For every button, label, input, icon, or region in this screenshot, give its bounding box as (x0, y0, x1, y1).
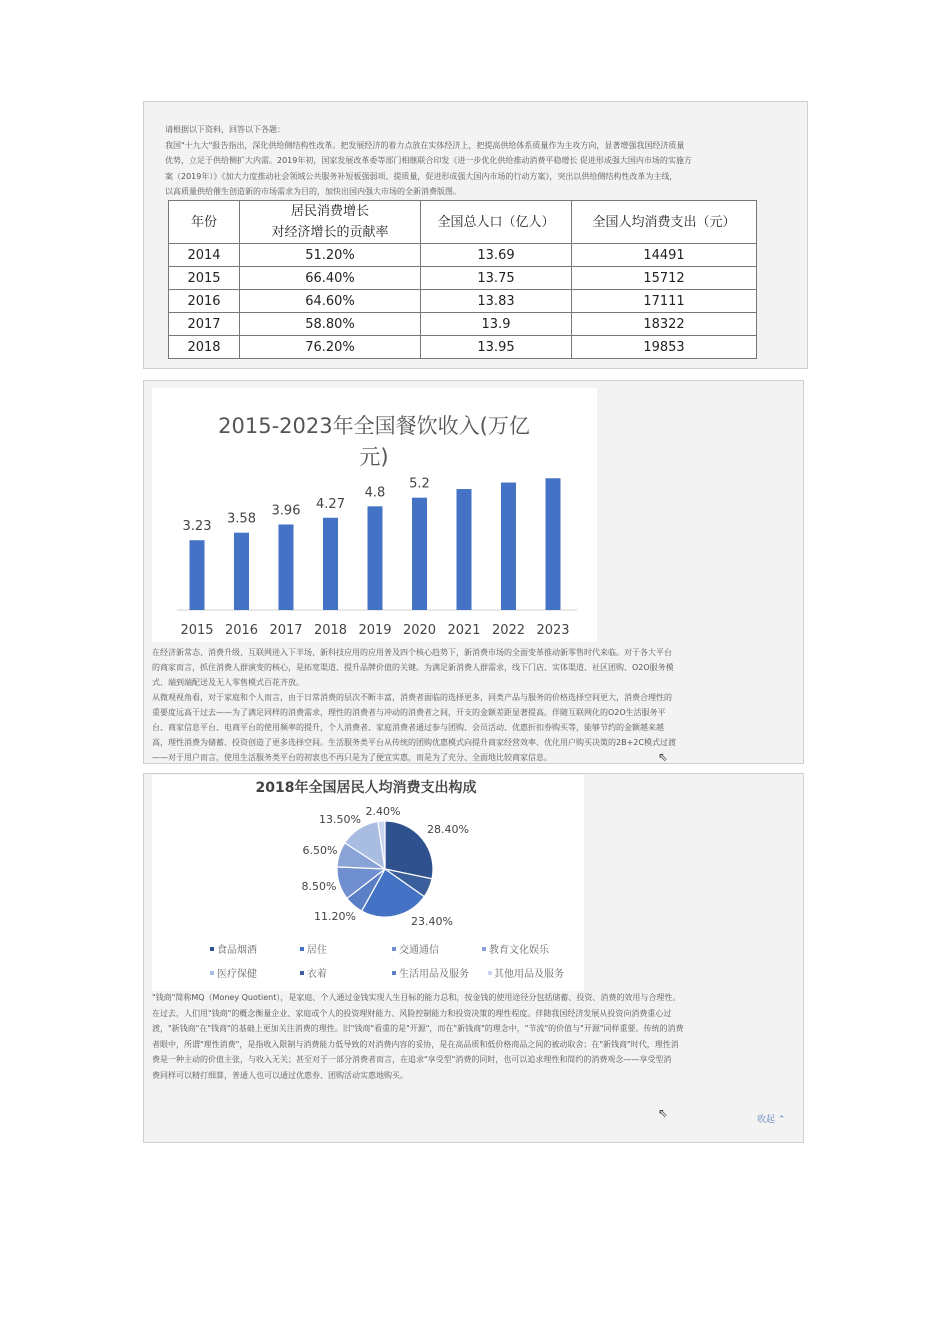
para-line: ——对于用户而言，使用生活服务类平台的初衷也不再只是为了便宜实惠，而是为了充分、全面地比较商家信息。 (152, 753, 552, 762)
para-line: 高，理性消费为储蓄、投资创造了更多选择空间。生活服务类平台从传统的团购优惠模式向提升商家经营效率、优化用户购买决策的2B+2C模式过渡 (152, 738, 676, 747)
para-line: 在经济新常态、消费升级、互联网进入下半场、新科技应用的应用普及四个核心趋势下，新消费市场的全面变革推动新零售时代来临。对于各大平台 (152, 648, 672, 657)
bar (501, 483, 516, 610)
x-tick-label: 2023 (536, 623, 570, 638)
cell-population: 13.95 (421, 336, 572, 359)
bar (546, 478, 561, 610)
cell-contribution: 76.20% (240, 336, 421, 359)
cell-year: 2018 (169, 336, 240, 359)
para-line: 式、端到端配送及无人零售模式百花齐放。 (152, 678, 304, 687)
legend-swatch (392, 971, 396, 975)
x-tick-label: 2019 (358, 623, 392, 638)
catering-revenue-chart (152, 388, 597, 642)
para-line: 从微观视角看，对于家庭和个人而言，由于日常消费的层次不断丰富，消费者面临的选择更多，同类产品与服务的价格选择空间更大，消费合理性的 (152, 693, 672, 702)
legend-swatch (392, 947, 396, 951)
pie-title: 2018年全国居民人均消费支出构成 (255, 780, 477, 796)
pie-chart-svg (152, 775, 584, 991)
para-line: 费同样可以精打细算，普通人也可以通过优惠券、团购活动实惠地购买。 (152, 1070, 408, 1080)
header-year: 年份 (169, 201, 240, 244)
consumption-pie-chart (152, 775, 584, 991)
para-line: 在过去，人们用"钱商"的概念衡量企业、家庭或个人的投资理财能力、风险控制能力和投资决策的理性程度。伴随我国经济发展从投资向消费重心过 (152, 1008, 672, 1018)
bar-data-label: 5.2 (409, 476, 430, 492)
bar (323, 518, 338, 610)
legend-swatch (482, 947, 486, 951)
intro-line: 案（2019年）》《加大力度推动社会领域公共服务补短板强弱项、提质量，促进形成强大国内市场的行动方案》，突出以供给侧结构性改革为主线， (165, 171, 678, 181)
cell-year: 2015 (169, 267, 240, 290)
intro-line: 我国"十九大"报告指出，深化供给侧结构性改革。把发展经济的着力点放在实体经济上，把提高供给体系质量作为主攻方向，显著增强我国经济质量 (165, 140, 685, 150)
bar-chart-svg (152, 388, 597, 642)
pie-data-label: 8.50% (301, 880, 337, 893)
bar (234, 533, 249, 610)
catering-revenue-panel (143, 380, 804, 764)
table-row (169, 267, 757, 290)
cell-contribution: 51.20% (240, 244, 421, 267)
legend-label: 生活用品及服务 (399, 969, 469, 980)
table-row (169, 290, 757, 313)
table-row (169, 336, 757, 359)
legend-label: 交通通信 (399, 945, 439, 956)
bar (412, 498, 427, 610)
cell-spending: 19853 (572, 336, 757, 359)
para-line: 者眼中，所谓"理性消费"，是指收入限制与消费能力低导致的对消费内容的妥协，是在高品质和低价格商品之间的被动取舍；在"新钱商"时代，理性消 (152, 1039, 679, 1049)
legend-swatch (210, 971, 214, 975)
catering-paragraph (152, 645, 792, 765)
question-material-panel (143, 101, 808, 369)
header-population: 全国总人口（亿人） (421, 201, 572, 244)
cell-year: 2014 (169, 244, 240, 267)
pie-data-label: 13.50% (319, 813, 361, 826)
para-line: 重要度远高于过去——为了满足同样的消费需求，理性的消费者与冲动的消费者之间，开支的金额差距显著提高。伴随互联网化的O2O生活服务平 (152, 708, 666, 717)
intro-line: 请根据以下资料，回答以下各题： (165, 125, 285, 134)
bar (279, 524, 294, 610)
para-line: 的商家而言，抓住消费人群演变的核心，是拓宽渠道、提升品牌价值的关键。为满足新消费人群需求，线下门店、实体渠道、社区团购、O2O服务模 (152, 663, 674, 672)
bar-data-label: 4.27 (316, 496, 345, 512)
cell-spending: 17111 (572, 290, 757, 313)
intro-line: 优势，立足于供给侧扩大内需。2019年初，国家发展改革委等部门相继联合印发《进一步优化供给推动消费平稳增长 促进形成强大国内市场的实施方 (165, 156, 692, 165)
bar (368, 506, 383, 610)
statistics-table (168, 200, 757, 359)
header-contribution: 居民消费增长 对经济增长的贡献率 (240, 201, 421, 244)
cell-spending: 15712 (572, 267, 757, 290)
legend-label: 食品烟酒 (217, 945, 257, 956)
para-line: "钱商"简称MQ（Money Quotient），是家庭、个人通过金钱实现人生目标的能力总和，按金钱的使用途径分包括储蓄、投资、消费的效用与合理性。 (152, 993, 681, 1002)
cell-population: 13.69 (421, 244, 572, 267)
para-line: 台、商家信息平台、电商平台的使用频率的提升，个人消费者、家庭消费者通过参与团购、会员活动、优惠折扣券购买等，能够节约的金额越来越 (152, 723, 664, 732)
cell-population: 13.9 (421, 313, 572, 336)
bar-data-label: 3.58 (227, 511, 256, 527)
collapse-button[interactable]: 收起 ⌃ (757, 1115, 786, 1125)
x-tick-label: 2022 (491, 623, 526, 638)
legend-label: 其他用品及服务 (494, 969, 564, 980)
intro-line: 以高质量供给催生创造新的市场需求为目的，加快出国内强大市场的全新消费版图。 (165, 187, 461, 196)
cell-year: 2016 (169, 290, 240, 313)
x-tick-label: 2020 (402, 623, 437, 638)
legend-swatch (300, 971, 304, 975)
legend-swatch (210, 947, 214, 951)
bar-data-label: 3.96 (271, 503, 301, 519)
bar (190, 540, 205, 610)
x-tick-label: 2017 (269, 623, 303, 638)
pie-data-label: 2.40% (365, 805, 401, 818)
bar-data-label: 4.8 (364, 485, 386, 501)
para-line: 费是一种主动的价值主张，与收入无关；甚至对于一部分消费者而言，在追求"享受型"消费的同时，也可以追求理性和简约的消费观念——享受型消 (152, 1055, 672, 1064)
pie-data-label: 11.20% (314, 910, 356, 923)
cell-contribution: 64.60% (240, 290, 421, 313)
cell-year: 2017 (169, 313, 240, 336)
legend-label: 教育文化娱乐 (489, 945, 549, 956)
mouse-cursor-icon: ⇖ (658, 1106, 669, 1120)
x-tick-label: 2016 (224, 623, 259, 638)
cell-spending: 14491 (572, 244, 757, 267)
x-tick-label: 2015 (180, 623, 214, 638)
table-header-row (169, 201, 757, 244)
money-quotient-paragraph (152, 990, 797, 1083)
legend-swatch (488, 971, 492, 975)
x-tick-label: 2018 (313, 623, 348, 638)
x-tick-label: 2021 (447, 623, 481, 638)
para-line: 渡，"新钱商"在"钱商"的基础上更加关注消费的理性。旧"钱商"看重的是"开源"，而在"新钱商"的理念中，"节流"的价值与"开源"同样重要。传统的消费 (152, 1024, 684, 1033)
cell-population: 13.75 (421, 267, 572, 290)
pie-data-label: 28.40% (427, 823, 469, 836)
legend-label: 医疗保健 (217, 969, 257, 980)
pie-data-label: 23.40% (411, 915, 453, 928)
table-row (169, 313, 757, 336)
chart-title-line2: 元) (359, 445, 389, 469)
cell-spending: 18322 (572, 313, 757, 336)
table-row (169, 244, 757, 267)
mouse-cursor-icon: ⇖ (658, 750, 669, 764)
legend-label: 居住 (307, 945, 327, 956)
pie-data-label: 6.50% (302, 844, 338, 857)
cell-population: 13.83 (421, 290, 572, 313)
bar-data-label: 3.23 (182, 519, 212, 535)
cell-contribution: 66.40% (240, 267, 421, 290)
consumption-structure-panel (143, 773, 804, 1143)
legend-swatch (300, 947, 304, 951)
legend-label: 衣着 (307, 969, 327, 980)
cell-contribution: 58.80% (240, 313, 421, 336)
bar (457, 489, 472, 610)
intro-text (165, 122, 790, 200)
chart-title-line1: 2015-2023年全国餐饮收入(万亿 (218, 414, 530, 438)
header-per-capita-spending: 全国人均消费支出（元） (572, 201, 757, 244)
